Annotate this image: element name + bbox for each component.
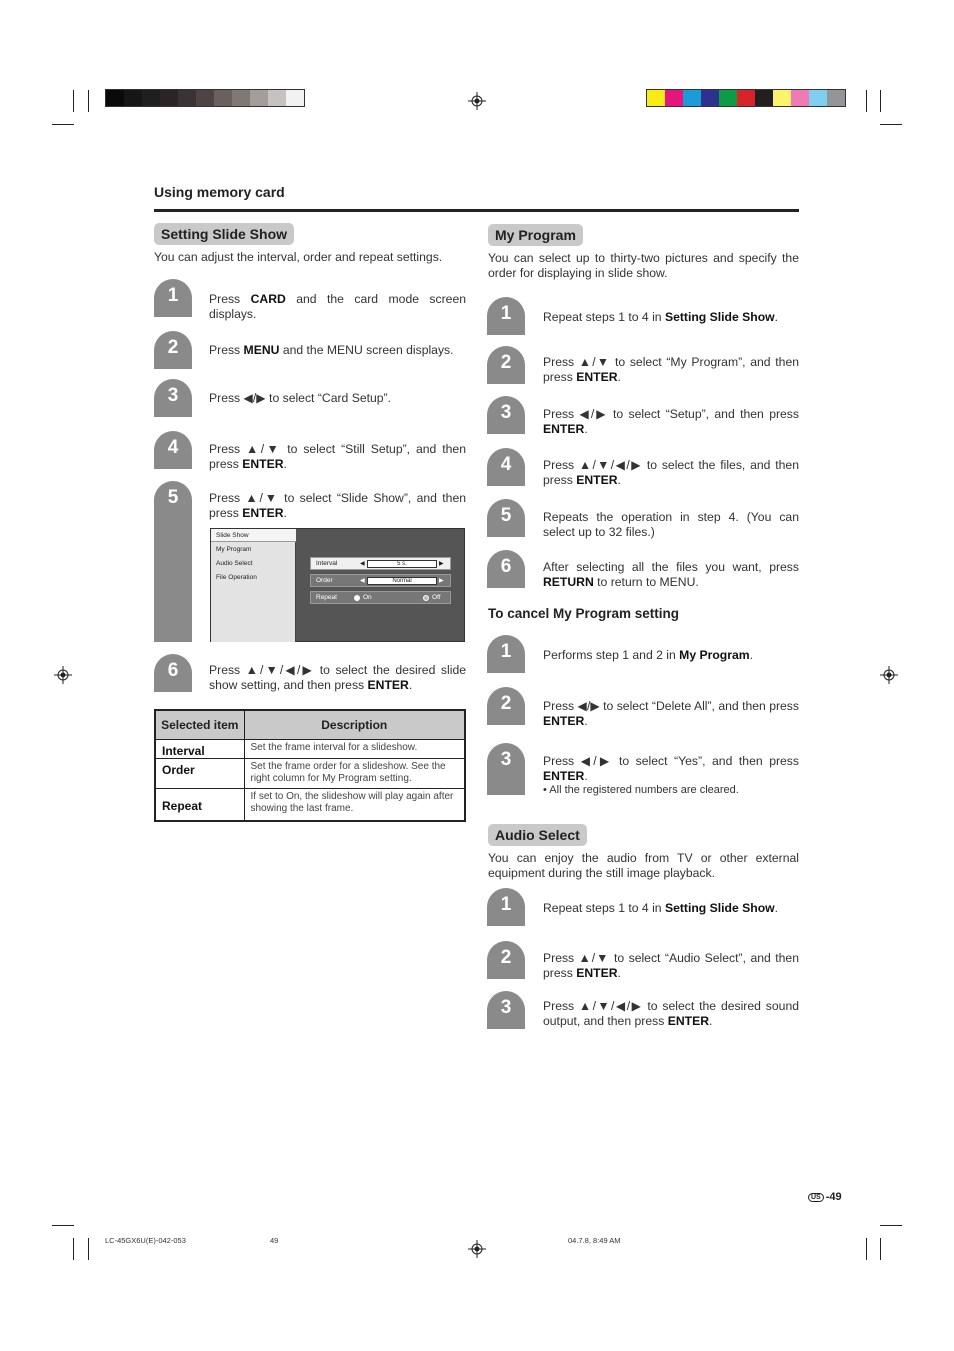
my-program-intro: You can select up to thirty-two pictures and specify the order for displaying in slide show.	[488, 251, 799, 280]
step-text: Performs step 1 and 2 in My Program.	[543, 648, 753, 662]
audio-select-intro: You can enjoy the audio from TV or other external equipment during the still image playback.	[488, 851, 799, 880]
step-text: Press ▲/▼/◀/▶ to select the desired sound output, and then press ENTER.	[543, 999, 799, 1028]
table-cell-description: Set the frame order for a slideshow. See the right column for My Program setting.	[244, 758, 465, 788]
interval-row[interactable]	[310, 557, 451, 570]
header-rule	[154, 209, 799, 212]
table-row	[155, 788, 465, 821]
color-swatch	[683, 90, 701, 106]
color-swatch	[737, 90, 755, 106]
color-swatch	[701, 90, 719, 106]
step-text: Press ◀/▶ to select “Delete All”, and then press ENTER.	[543, 699, 799, 728]
color-swatch	[160, 90, 178, 106]
crop-mark	[52, 124, 74, 125]
order-row[interactable]	[310, 574, 451, 587]
repeat-label: Repeat	[316, 594, 337, 601]
crop-mark	[880, 90, 881, 112]
radio-on-icon[interactable]	[354, 595, 360, 601]
crop-mark	[88, 90, 89, 112]
color-swatch	[196, 90, 214, 106]
table-cell-description: If set to On, the slideshow will play again after showing the last frame.	[244, 788, 465, 821]
step-number-badge: 3	[154, 379, 192, 417]
heading-setting-slide-show: Setting Slide Show	[154, 223, 294, 245]
color-swatch	[106, 90, 124, 106]
step-number-badge: 1	[487, 297, 525, 335]
menu-header	[211, 529, 296, 542]
step-number-badge: 2	[487, 687, 525, 725]
step-number-badge: 2	[487, 346, 525, 384]
order-value: Normal	[367, 577, 437, 585]
us-badge: US	[808, 1193, 824, 1202]
step-text: Press ▲/▼ to select “Audio Select”, and then press ENTER.	[543, 951, 799, 980]
column-header: Description	[244, 710, 465, 739]
step-number-badge: 5	[487, 499, 525, 537]
color-swatch	[809, 90, 827, 106]
step-text: Press ▲/▼/◀/▶ to select the desired slide show setting, and then press ENTER.	[209, 663, 466, 692]
step-text: Press MENU and the MENU screen displays.	[209, 343, 454, 357]
arrow-right-icon[interactable]: ▶	[439, 578, 444, 584]
step-text: Press ▲/▼ to select “Slide Show”, and then press ENTER.	[209, 491, 466, 520]
cancel-heading: To cancel My Program setting	[488, 606, 680, 621]
step-number-badge: 2	[154, 331, 192, 369]
radio-off-icon[interactable]	[423, 595, 429, 601]
color-swatch	[268, 90, 286, 106]
table-cell-item: Interval	[155, 739, 244, 758]
step-number-badge: 6	[487, 550, 525, 588]
step-text: Press ▲/▼ to select “My Program”, and then press ENTER.	[543, 355, 799, 384]
interval-value: 5 s.	[367, 560, 437, 568]
step-text: Press ◀/▶ to select “Yes”, and then press ENTER.	[543, 754, 799, 783]
color-swatch	[647, 90, 665, 106]
repeat-on-label: On	[363, 594, 372, 601]
order-label: Order	[316, 577, 333, 584]
step-text: Repeat steps 1 to 4 in Setting Slide Show.	[543, 310, 779, 324]
table-header-row	[155, 710, 465, 739]
column-header: Selected item	[155, 710, 244, 739]
registration-mark-icon	[54, 666, 72, 684]
interval-label: Interval	[316, 560, 338, 567]
step-number-badge: 1	[154, 279, 192, 317]
step-text: After selecting all the files you want, press RETURN to return to MENU.	[543, 560, 799, 589]
step-number-badge: 4	[154, 431, 192, 469]
color-swatch	[214, 90, 232, 106]
menu-item[interactable]: Audio Select	[216, 560, 253, 567]
table-row	[155, 739, 465, 758]
menu-item[interactable]: File Operation	[216, 574, 257, 581]
color-swatch	[232, 90, 250, 106]
menu-title: Slide Show	[216, 532, 249, 539]
footer-model: LC-45GX6U(E)-042-053	[105, 1236, 186, 1245]
arrow-left-icon[interactable]: ◀	[360, 578, 365, 584]
step-number-badge: 4	[487, 448, 525, 486]
color-swatch	[124, 90, 142, 106]
crop-mark	[88, 1238, 89, 1260]
step-text: Press CARD and the card mode screen displays.	[209, 292, 467, 321]
footer-page: 49	[270, 1236, 279, 1245]
color-swatch	[755, 90, 773, 106]
settings-table	[154, 709, 466, 822]
table-cell-description: Set the frame interval for a slideshow.	[244, 739, 465, 758]
crop-mark	[880, 124, 902, 125]
section-title: Using memory card	[154, 184, 285, 200]
crop-mark	[73, 1238, 74, 1260]
cancel-note: • All the registered numbers are cleared.	[543, 784, 739, 796]
color-swatch	[286, 90, 304, 106]
heading-my-program: My Program	[488, 224, 583, 246]
color-swatch	[178, 90, 196, 106]
arrow-left-icon[interactable]: ◀	[360, 561, 365, 567]
menu-list-panel	[211, 529, 296, 642]
menu-item[interactable]: My Program	[216, 546, 252, 553]
table-cell-item: Order	[155, 758, 244, 788]
step-number-badge: 1	[487, 888, 525, 926]
color-swatch	[665, 90, 683, 106]
registration-mark-icon	[468, 1240, 486, 1258]
step-number-badge: 6	[154, 654, 192, 692]
step-number-badge: 1	[487, 635, 525, 673]
color-swatch	[773, 90, 791, 106]
page-number-text: -49	[825, 1191, 842, 1203]
page-number	[808, 1191, 842, 1203]
color-swatch	[791, 90, 809, 106]
step-text: Press ▲/▼ to select “Still Setup”, and then press ENTER.	[209, 442, 466, 471]
table-cell-item: Repeat	[155, 788, 244, 821]
arrow-right-icon[interactable]: ▶	[439, 561, 444, 567]
registration-mark-icon	[468, 92, 486, 110]
color-swatch	[719, 90, 737, 106]
color-swatch	[250, 90, 268, 106]
repeat-row[interactable]	[310, 591, 451, 604]
step-text: Press ◀/▶ to select “Setup”, and then press ENTER.	[543, 407, 799, 436]
repeat-off-label: Off	[432, 594, 441, 601]
step-text: Press ▲/▼/◀/▶ to select the files, and then press ENTER.	[543, 458, 799, 487]
crop-mark	[866, 90, 867, 112]
color-swatch	[142, 90, 160, 106]
color-swatch	[827, 90, 845, 106]
menu-screen	[210, 528, 465, 642]
registration-mark-icon	[880, 666, 898, 684]
heading-audio-select: Audio Select	[488, 824, 587, 846]
crop-mark	[866, 1238, 867, 1260]
crop-mark	[880, 1238, 881, 1260]
crop-mark	[73, 90, 74, 112]
step-text: Press ◀/▶ to select “Card Setup”.	[209, 391, 391, 405]
step-text: Repeats the operation in step 4. (You can select up to 32 files.)	[543, 510, 799, 539]
grayscale-color-bar	[105, 89, 305, 107]
crop-mark	[880, 1225, 902, 1226]
slide-show-intro: You can adjust the interval, order and repeat settings.	[154, 250, 443, 264]
step-text: Repeat steps 1 to 4 in Setting Slide Show.	[543, 901, 779, 915]
crop-mark	[52, 1225, 74, 1226]
cmyk-color-bar	[646, 89, 846, 107]
step-number-badge: 3	[487, 991, 525, 1029]
table-row	[155, 758, 465, 788]
step-number-badge: 5	[154, 481, 192, 642]
footer-date: 04.7.8, 8:49 AM	[568, 1236, 621, 1245]
step-number-badge: 3	[487, 743, 525, 795]
step-number-badge: 3	[487, 396, 525, 434]
step-number-badge: 2	[487, 941, 525, 979]
